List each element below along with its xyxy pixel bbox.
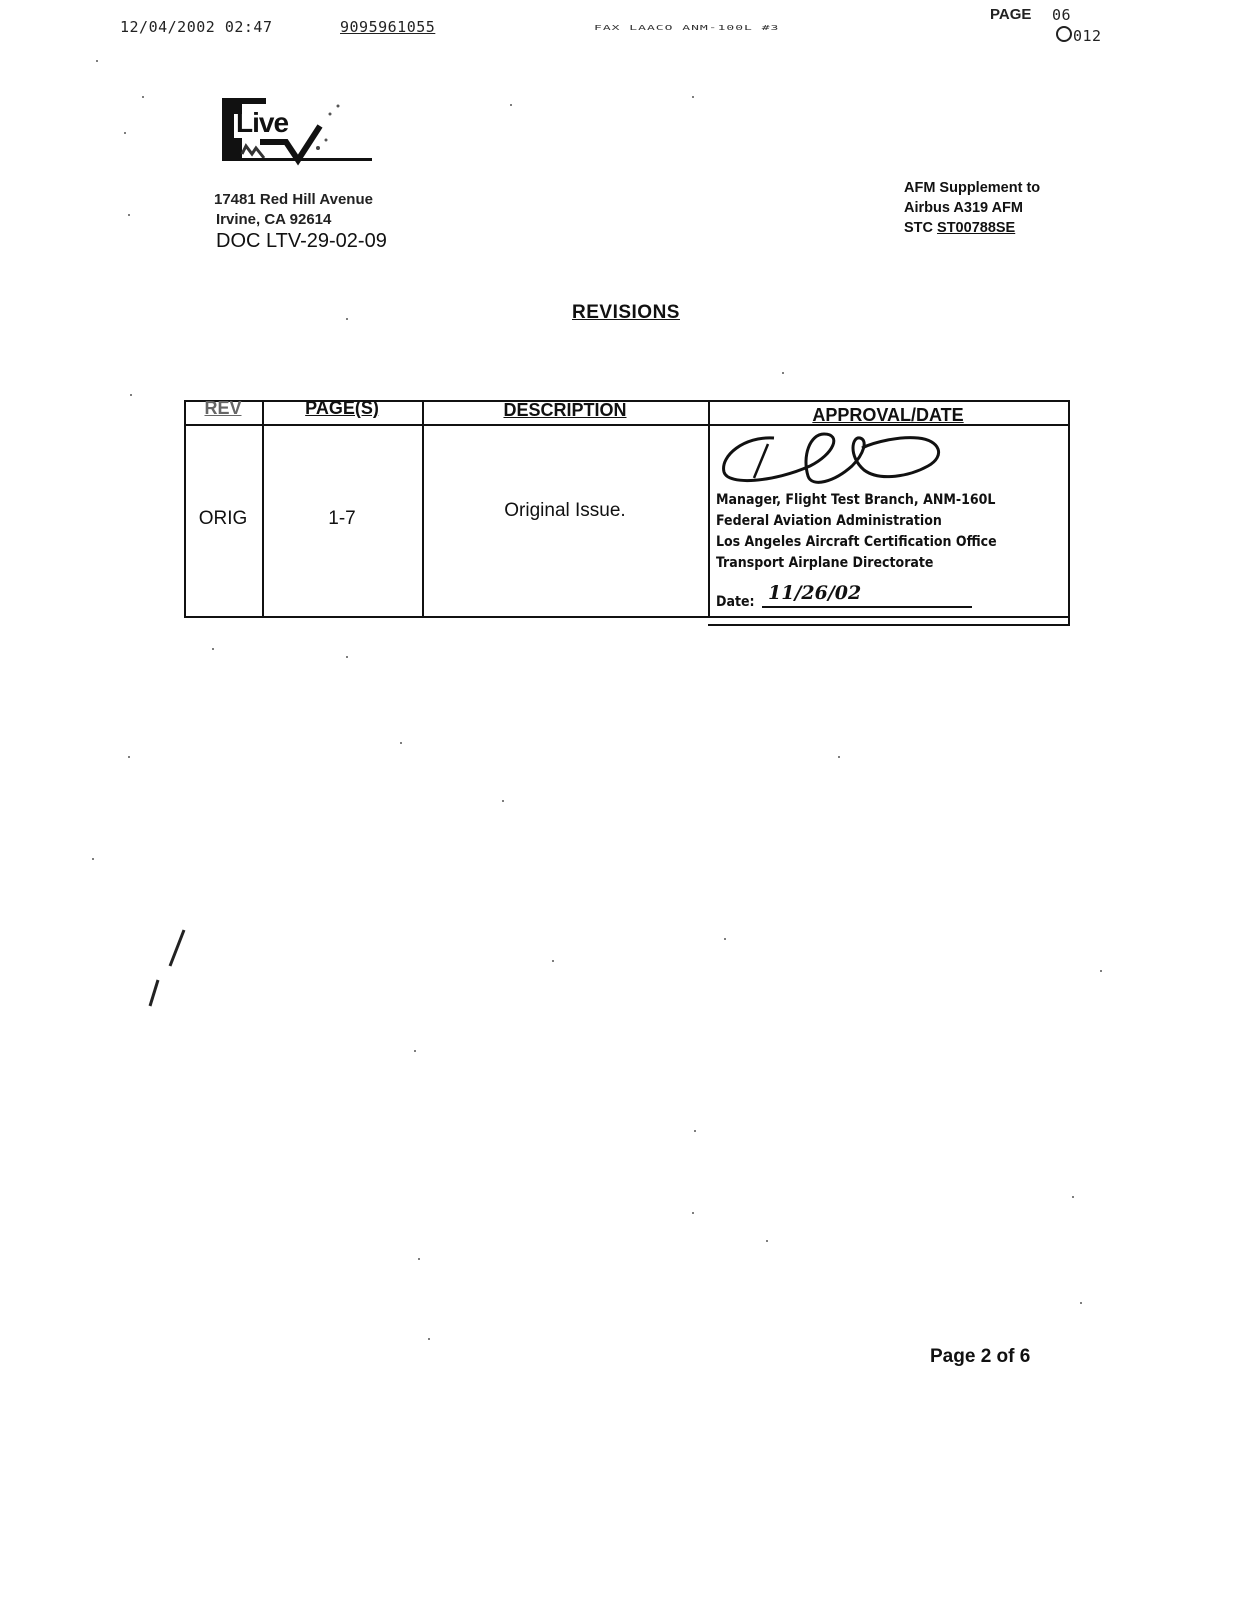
header-rev: REV <box>204 398 242 418</box>
fax-circle-icon <box>1056 26 1072 42</box>
header-approval-date: APPROVAL/DATE <box>812 405 964 425</box>
signature <box>714 426 964 492</box>
header-description: DESCRIPTION <box>503 400 627 420</box>
cell-description: Original Issue. <box>504 500 626 521</box>
fax-page-label: PAGE <box>990 6 1032 23</box>
fax-sequence-number: 012 <box>1073 27 1102 45</box>
fax-phone: 9095961055 <box>340 18 436 36</box>
afm-line-1: AFM Supplement to <box>904 180 1041 196</box>
afm-stc-line <box>904 218 1040 238</box>
fax-sequence <box>1056 26 1102 45</box>
stc-label: STC <box>904 220 933 236</box>
approval-line-2: Federal Aviation Administration <box>716 513 942 529</box>
fax-garbled-line: FAX LAACO ANM-100L #3 <box>594 24 780 33</box>
cell-pages: 1-7 <box>328 508 356 529</box>
approval-date-label: Date: <box>716 594 755 610</box>
fax-page-number: 06 <box>1052 6 1072 24</box>
approval-block <box>716 490 1068 574</box>
stc-number: ST00788SE <box>937 220 1016 236</box>
address-line-2: Irvine, CA 92614 <box>216 211 332 228</box>
address-line-1: 17481 Red Hill Avenue <box>214 191 373 208</box>
revisions-table <box>184 400 1070 626</box>
footer-page-number: Page 2 of 6 <box>930 1346 1031 1367</box>
doc-number: DOC LTV-29-02-09 <box>216 230 387 252</box>
svg-text:Live: Live <box>236 107 289 138</box>
approval-line-1: Manager, Flight Test Branch, ANM-160L <box>716 492 996 508</box>
fax-datetime: 12/04/2002 02:47 <box>120 18 273 36</box>
pen-mark <box>144 926 194 1010</box>
approval-line-3: Los Angeles Aircraft Certification Office <box>716 534 997 550</box>
approval-line-4: Transport Airplane Directorate <box>716 555 934 571</box>
page-title: REVISIONS <box>572 302 680 323</box>
header-pages: PAGE(S) <box>305 398 379 418</box>
cell-rev: ORIG <box>198 508 248 529</box>
company-logo <box>220 92 380 170</box>
afm-line-2: Airbus A319 AFM <box>904 200 1023 216</box>
approval-date-value: 11/26/02 <box>762 582 972 608</box>
afm-block <box>904 178 1040 238</box>
